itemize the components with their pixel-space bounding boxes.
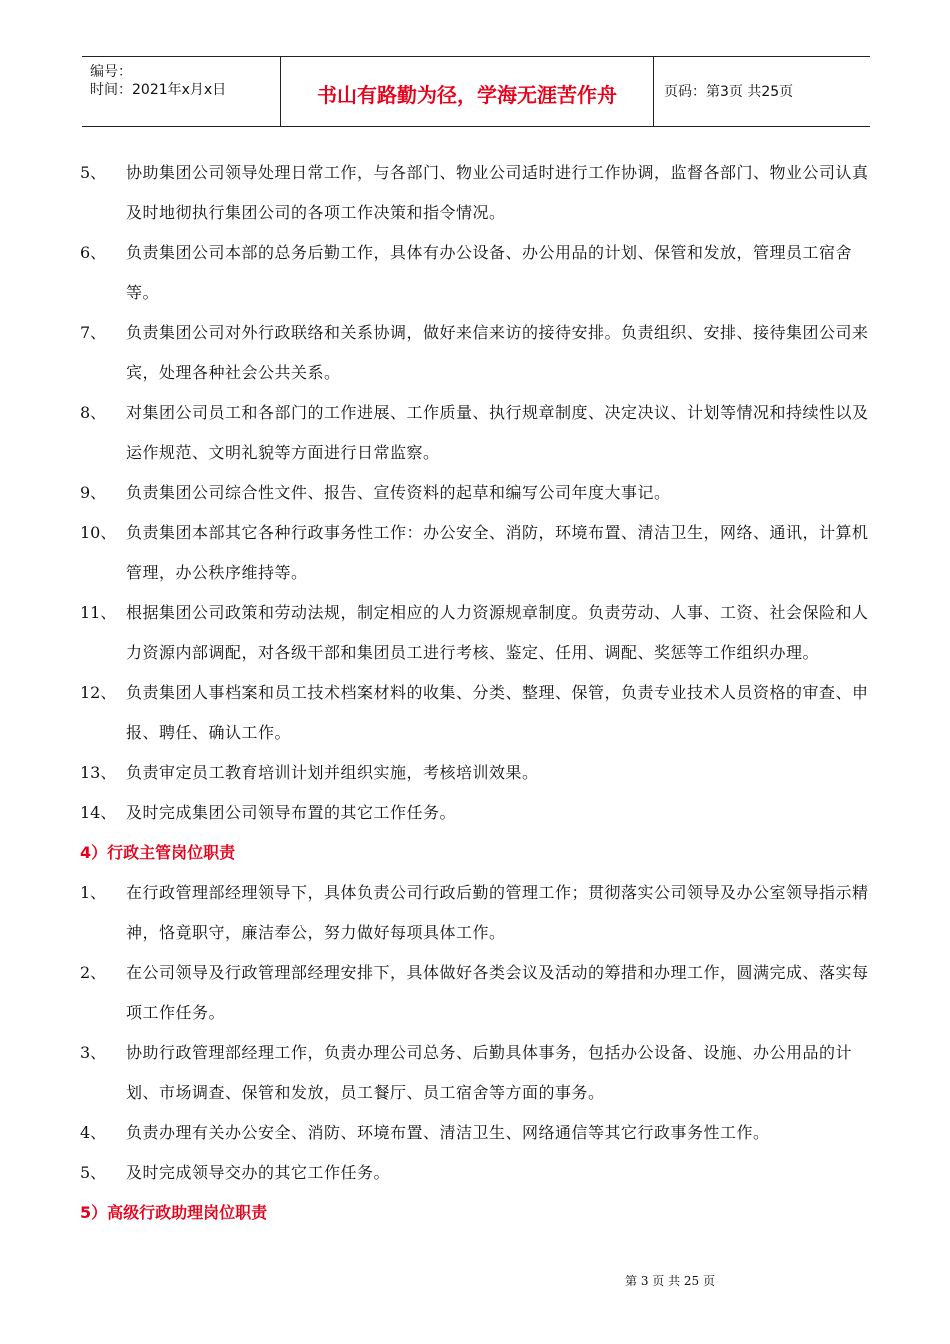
list-item [80, 473, 880, 513]
list-item-number: 12、 [80, 683, 117, 702]
list-item-number: 1、 [80, 883, 107, 902]
list-item-number: 5、 [80, 1163, 107, 1182]
list-item-number: 5、 [80, 163, 107, 182]
list-item [80, 313, 880, 393]
list-item [80, 593, 880, 673]
list-item-text: 负责集团本部其它各种行政事务性工作：办公安全、消防，环境布置、清洁卫生，网络、通讯，计算机管理，办公秩序维持等。 [126, 523, 869, 582]
section-heading: 4）行政主管岗位职责 [80, 843, 236, 862]
list-item-text: 根据集团公司政策和劳动法规，制定相应的人力资源规章制度。负责劳动、人事、工资、社会保险和人力资源内部调配，对各级干部和集团员工进行考核、鉴定、任用、调配、奖惩等工作组织办理。 [126, 603, 869, 662]
list-item-text: 负责集团公司综合性文件、报告、宣传资料的起草和编写公司年度大事记。 [126, 483, 671, 502]
list-item [80, 793, 880, 833]
list-item [80, 153, 880, 233]
list-item [80, 233, 880, 313]
list-item [80, 753, 880, 793]
header-motto: 书山有路勤为径，学海无涯苦作舟 [317, 83, 617, 107]
document-time-label: 时间：2021年x月x日 [90, 82, 227, 98]
list-item-text: 在行政管理部经理领导下，具体负责公司行政后勤的管理工作；贯彻落实公司领导及办公室领导指示精神，恪竟职守，廉洁奉公，努力做好每项具体工作。 [126, 883, 869, 942]
section [80, 833, 880, 1193]
list-item [80, 1153, 880, 1193]
document-body [80, 153, 880, 1233]
list-item-number: 4、 [80, 1123, 107, 1142]
list-item-number: 9、 [80, 483, 107, 502]
list-item [80, 393, 880, 473]
list-item [80, 673, 880, 753]
header-motto-cell [281, 57, 654, 126]
section [80, 1193, 880, 1233]
list-item-number: 10、 [80, 523, 117, 542]
page-header [82, 56, 870, 127]
list-item-text: 负责集团公司对外行政联络和关系协调，做好来信来访的接待安排。负责组织、安排、接待集团公司来宾，处理各种社会公共关系。 [126, 323, 869, 382]
list-item-number: 3、 [80, 1043, 107, 1062]
section-heading: 5）高级行政助理岗位职责 [80, 1203, 268, 1222]
list-item-text: 负责办理有关办公安全、消防、环境布置、清洁卫生、网络通信等其它行政事务性工作。 [126, 1123, 770, 1142]
list-item-text: 在公司领导及行政管理部经理安排下，具体做好各类会议及活动的筹措和办理工作，圆满完成、落实每项工作任务。 [126, 963, 869, 1022]
list-item-text: 协助集团公司领导处理日常工作，与各部门、物业公司适时进行工作协调，监督各部门、物业公司认真及时地彻执行集团公司的各项工作决策和指令情况。 [126, 163, 869, 222]
list-item-number: 11、 [80, 603, 117, 622]
list-item-number: 13、 [80, 763, 117, 782]
list-item-number: 8、 [80, 403, 107, 422]
list-item-number: 14、 [80, 803, 117, 822]
list-item-number: 7、 [80, 323, 107, 342]
list-item [80, 1113, 880, 1153]
section [80, 153, 880, 833]
header-meta-cell [82, 57, 281, 126]
document-number-label: 编号： [90, 64, 132, 80]
list-item-text: 负责审定员工教育培训计划并组织实施，考核培训效果。 [126, 763, 539, 782]
list-item [80, 1033, 880, 1113]
list-item-text: 负责集团公司本部的总务后勤工作，具体有办公设备、办公用品的计划、保管和发放，管理员工宿舍等。 [126, 243, 853, 302]
list-item-text: 协助行政管理部经理工作，负责办理公司总务、后勤具体事务，包括办公设备、设施、办公用品的计划、市场调查、保管和发放，员工餐厅、员工宿舍等方面的事务。 [126, 1043, 853, 1102]
list-item-text: 及时完成领导交办的其它工作任务。 [126, 1163, 391, 1182]
list-item [80, 873, 880, 953]
list-item [80, 513, 880, 593]
list-item-text: 负责集团人事档案和员工技术档案材料的收集、分类、整理、保管，负责专业技术人员资格的审查、申报、聘任、确认工作。 [126, 683, 869, 742]
list-item [80, 953, 880, 1033]
list-item-text: 及时完成集团公司领导布置的其它工作任务。 [126, 803, 457, 822]
list-item-number: 6、 [80, 243, 107, 262]
header-page-cell [654, 57, 870, 126]
header-page-info: 页码：第3页 共25页 [664, 84, 794, 100]
page-footer: 第 3 页 共 25 页 [625, 1274, 715, 1288]
list-item-text: 对集团公司员工和各部门的工作进展、工作质量、执行规章制度、决定决议、计划等情况和持续性以及运作规范、文明礼貌等方面进行日常监察。 [126, 403, 869, 462]
list-item-number: 2、 [80, 963, 107, 982]
